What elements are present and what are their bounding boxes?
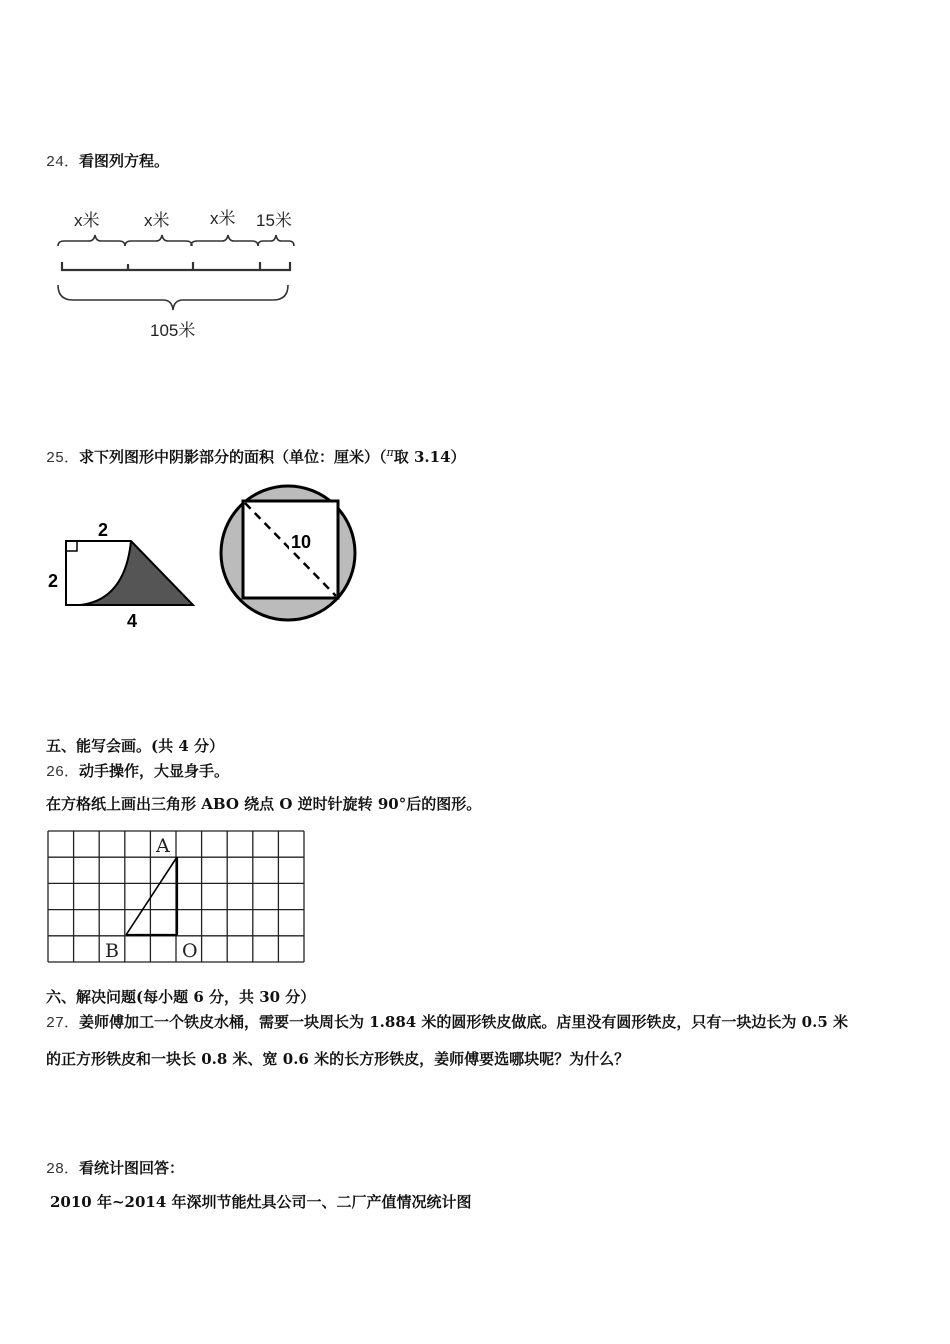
question-27 [46, 1013, 848, 1033]
question-text: 求下列图形中阴影部分的面积（单位：厘米）（ [79, 448, 387, 466]
question-text: 动手操作，大显身手。 [79, 762, 230, 780]
brace-3 [191, 235, 258, 246]
dimension-left: 2 [48, 571, 59, 591]
segment-label: 15米 [256, 211, 292, 230]
point-O-label: O [182, 940, 198, 962]
dimension-top: 2 [98, 520, 109, 540]
question-text-2: 取 3.14） [393, 448, 466, 466]
question-text: 姜师傅加工一个铁皮水桶，需要一块周长为 1.884 米的圆形铁皮做底。店里没有圆形铁皮，只有一块边长为 0.5 米 [79, 1013, 848, 1031]
question-number: 25． [46, 450, 80, 467]
question-24 [46, 152, 169, 172]
brace-4 [258, 235, 294, 246]
question-26-instruction: 在方格纸上画出三角形 ABO 绕点 O 逆时针旋转 90°后的图形。 [46, 795, 482, 813]
diagonal-label: 10 [291, 532, 312, 552]
question-28 [46, 1159, 184, 1179]
question-25 [46, 444, 466, 468]
shaded-trapezoid-figure [40, 515, 200, 635]
segment-label: x米 [210, 209, 236, 228]
dimension-bottom: 4 [127, 611, 138, 631]
question-text: 看图列方程。 [79, 152, 170, 170]
question-number: 26． [46, 764, 80, 781]
grid-paper [47, 830, 307, 965]
pi-symbol: π [386, 446, 394, 459]
total-label: 105米 [150, 321, 196, 340]
point-A-label: A [156, 835, 170, 857]
question-number: 24． [46, 154, 80, 171]
segment-line [62, 262, 290, 270]
question-text: 看统计图回答： [79, 1159, 185, 1177]
chart-title: 2010 年~2014 年深圳节能灶具公司一、二厂产值情况统计图 [50, 1193, 472, 1211]
segment-label: x米 [144, 211, 170, 230]
brace-1 [58, 235, 125, 246]
section-5-heading: 五、能写会画。(共 4 分） [46, 737, 224, 755]
segment-AB [126, 857, 177, 935]
question-number: 28． [46, 1161, 80, 1178]
point-B-label: B [105, 940, 119, 962]
question-number: 27． [46, 1015, 80, 1032]
segment-label: x米 [74, 211, 100, 230]
question-27-line2: 的正方形铁皮和一块长 0.8 米、宽 0.6 米的长方形铁皮，姜师傅要选哪块呢？为什么？ [46, 1050, 630, 1068]
total-brace [58, 285, 288, 310]
section-6-heading: 六、解决问题(每小题 6 分，共 30 分） [46, 988, 316, 1006]
brace-2 [125, 235, 192, 246]
question-26 [46, 762, 229, 782]
circle-square-figure [213, 477, 363, 627]
q24-line-diagram [50, 200, 310, 340]
